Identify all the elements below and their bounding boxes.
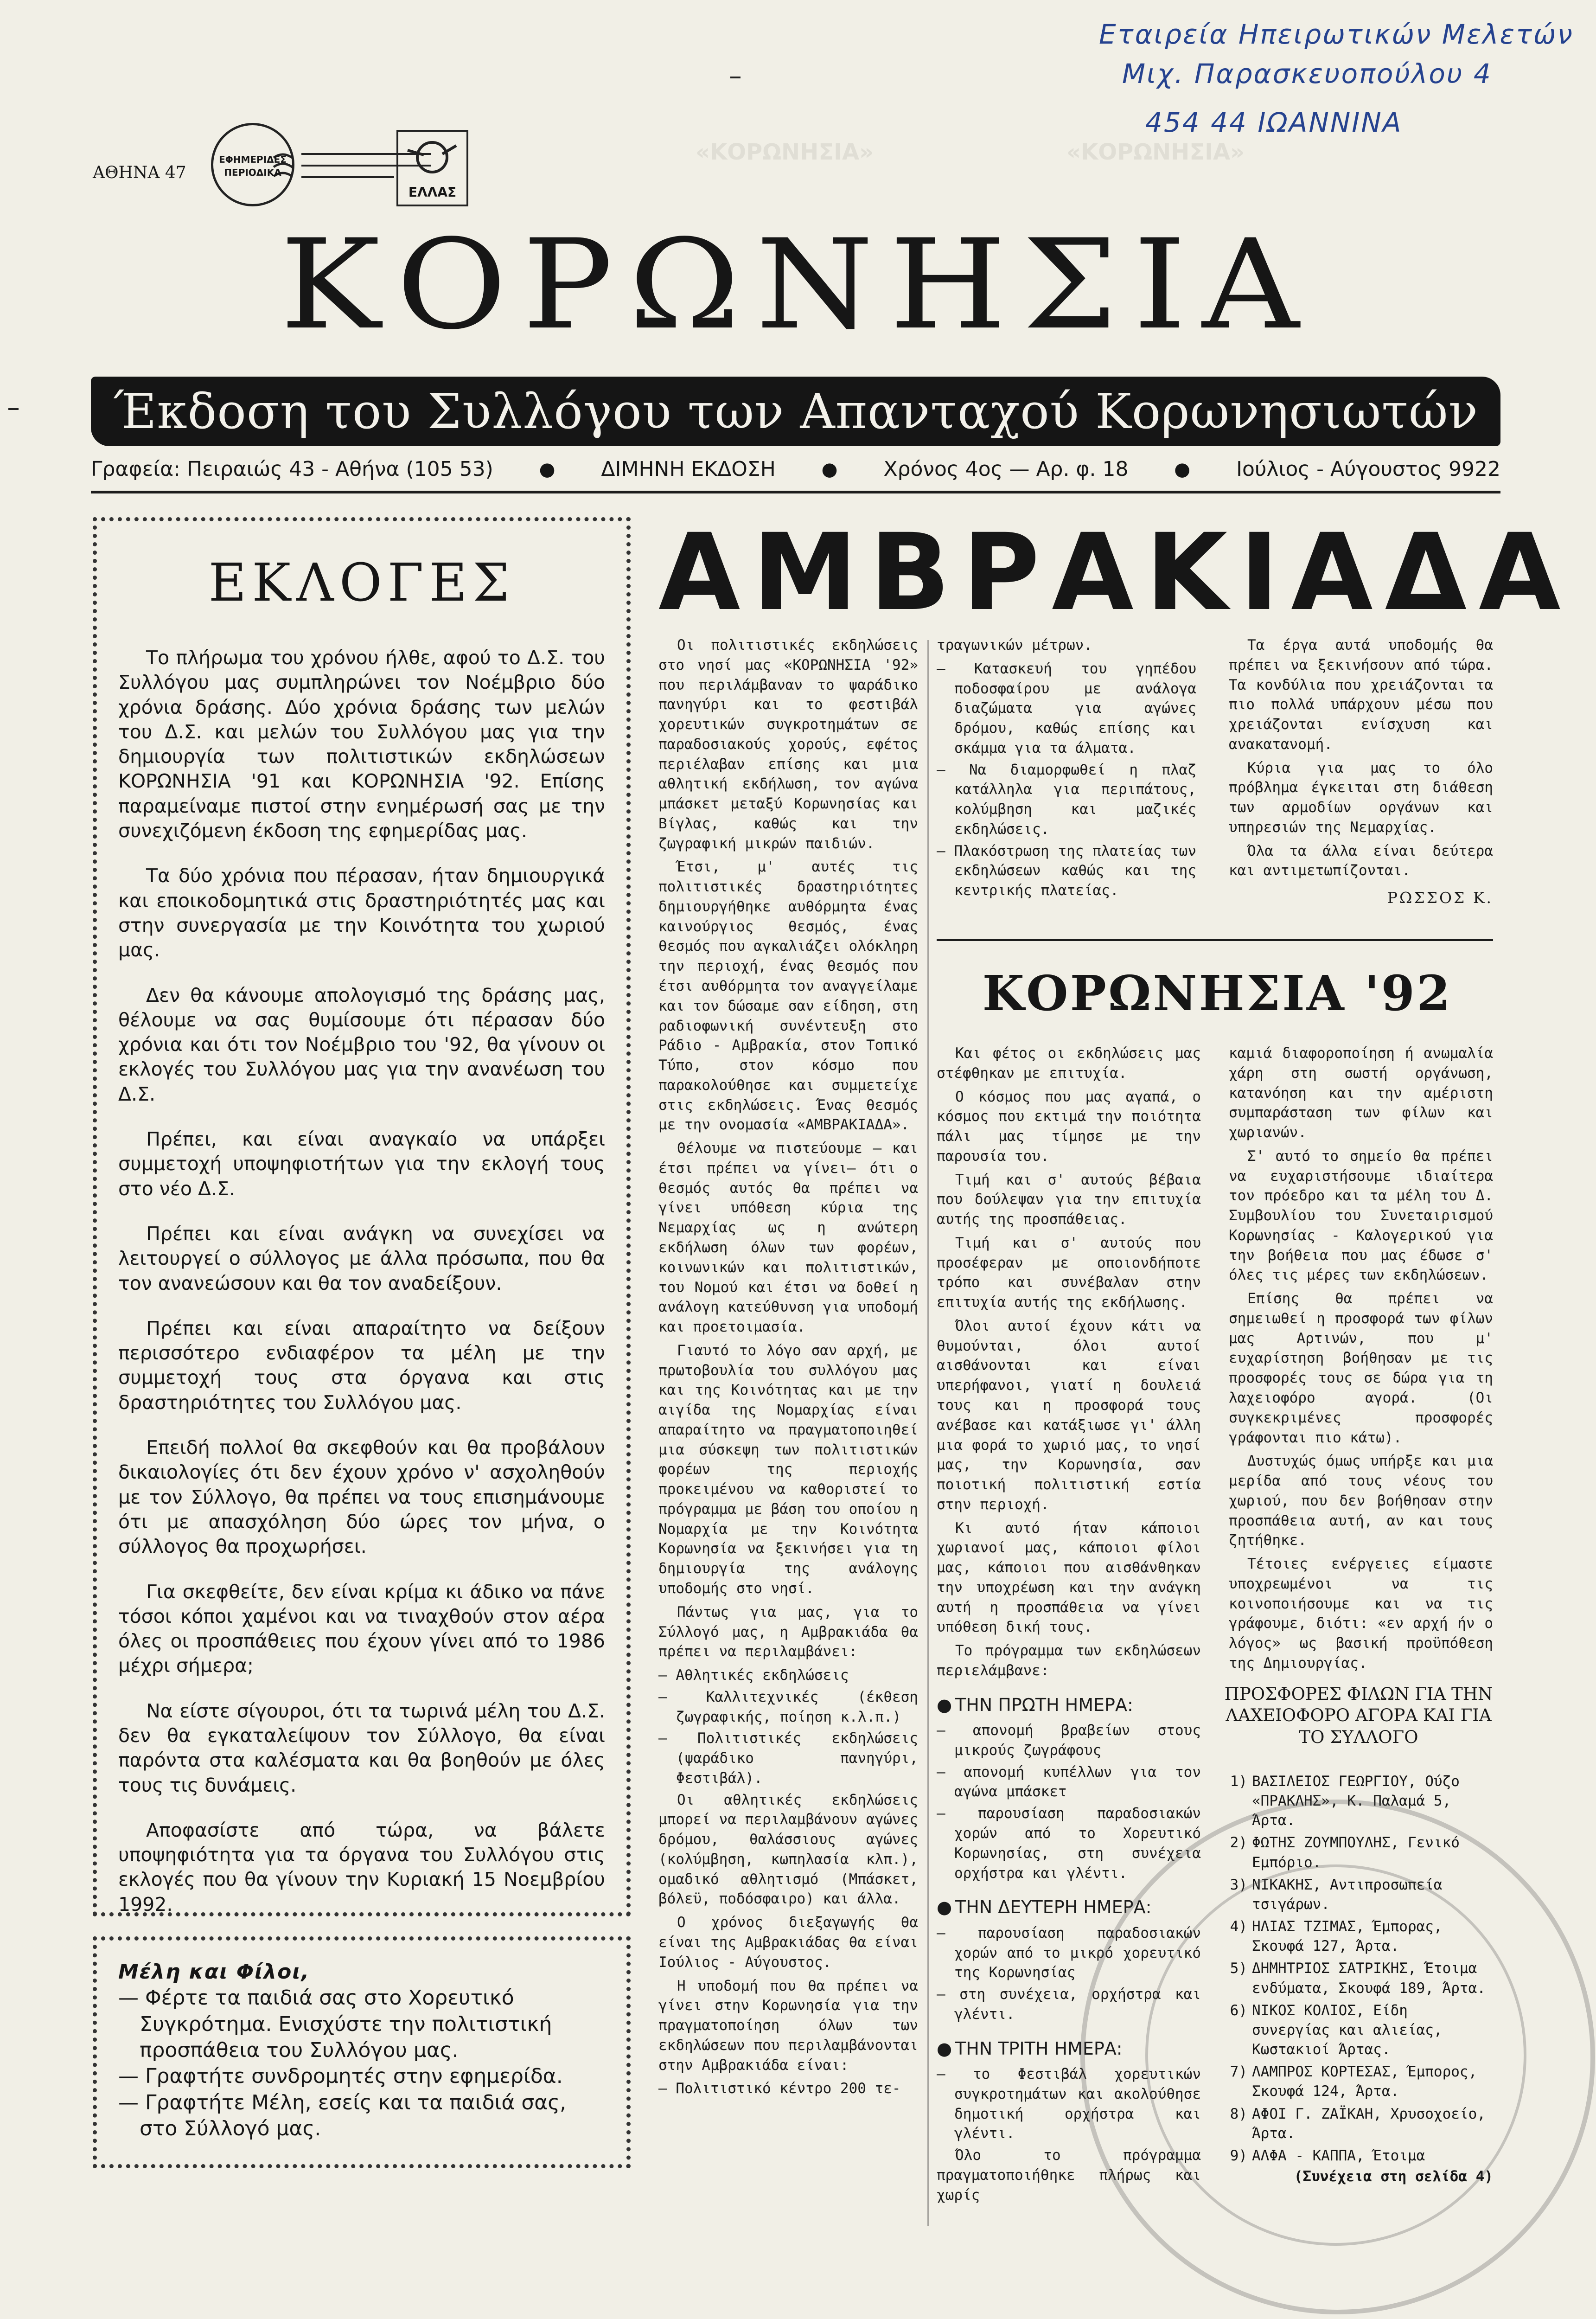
program-item: — απονομή βραβείων στους μικρούς ζωγράφους <box>937 1722 1201 1759</box>
offer-number: 6) <box>1230 2002 1247 2019</box>
offer-number: 1) <box>1230 1773 1247 1790</box>
koronisia92-paragraph: Τιμή και σ' αυτούς που προσέφεραν με οποιονδήποτε τρόπο και συνέβαλαν στην επιτυχία αυτής της εκδήλωσης. <box>937 1234 1201 1311</box>
members-item: — Φέρτε τα παιδιά σας στο Χορευτικό Συγκρότημα. Ενισχύστε την πολιτιστική προσπάθεια του Συλλόγου μας. <box>118 1986 552 2062</box>
ambrakiada-paragraph: Κύρια για μας το όλο πρόβλημα έγκειται στη διάθεση των αρμοδίων οργάνων και υπηρεσιών της Νεμαρχίας. <box>1229 759 1493 836</box>
ambrakiada-paragraph: Όλα τα άλλα είναι δεύτερα και αντιμετωπίζονται. <box>1229 842 1493 879</box>
publication-frequency: ΔΙΜΗΝΗ ΕΚΔΟΣΗ <box>601 457 776 481</box>
offer-text: ΑΦΟΙ Γ. ΖΑΪΚΑΗ, Χρυσοχοείο, Άρτα. <box>1252 2105 1486 2142</box>
koronisia92-paragraph: Επίσης θα πρέπει να σημειωθεί η προσφορά των φίλων μας Αρτινών, που μ' ευχαρίστηση βοήθησαν με τις προσφορές τους σε δώρα για τη λαχειοφόρο αγορά. (Οι συγκεκριμένες προσφορές γράφονται πιο κάτω). <box>1229 1290 1493 1446</box>
elections-paragraph: Δεν θα κάνουμε απολογισμό της δράσης μας, θέλουμε να σας θυμίσουμε ότι πέρασαν δύο χρόνια και ότι τον Νοέμβριο του '92, θα γίνουν οι εκλογές του Συλλόγου μας για την ανανέωση του Δ.Σ. <box>118 984 605 1105</box>
bleed-through-text: «ΚΟΡΩΝΗΣΙΑ» <box>696 139 874 165</box>
members-appeal-box <box>93 1936 631 2168</box>
koronisia92-paragraph: Όλοι αυτοί έχουν κάτι να θυμούνται, όλοι αυτοί αισθάνονται και είναι υπερήφανοι, γιατί η δουλειά τους και η προσφορά τους ανέβασε και κατάξιωσε γι' άλλη μια φορά το χωριό μας, το νησί μας, την Κορωνησία, σαν ποιοτική πολιτιστική εστία στην περιοχή. <box>937 1317 1201 1513</box>
offer-number: 5) <box>1230 1960 1247 1977</box>
koronisia92-paragraph: Τιμή και σ' αυτούς βέβαια που δούλεψαν για την επιτυχία αυτής της προσπάθειας. <box>937 1171 1201 1228</box>
issue-date: Ιούλιος - Αύγουστος 9922 <box>1236 457 1500 481</box>
franking-label: ΕΦΗΜΕΡΙΔΕΣ ΠΕΡΙΟΔΙΚΑ <box>219 154 287 178</box>
post-horn-icon <box>398 132 466 183</box>
continued-note: (Συνέχεια στη σελίδα 4) <box>1294 2168 1493 2185</box>
post-horn-emblem <box>396 130 468 206</box>
franking-stamp <box>211 123 294 206</box>
ambrakiada-paragraph: Θέλουμε να πιστεύουμε — και έτσι πρέπει να γίνει— ότι ο θεσμός αυτός θα πρέπει να γίνει υπόθεση κύρια της Νεμαρχίας ως η ανώτερη εκδήλωση όλων των φορέων, κοινωνικών και πολιτιστικών, του Νομού και έτσι να δοθεί η ανάλογη κατεύθυνση για υποδομή και προετοιμασία. <box>658 1140 918 1336</box>
ambrakiada-list-item: — Καλλιτεχνικές (έκθεση ζωγραφικής, ποίηση κ.λ.π.) <box>658 1688 918 1725</box>
offer-text: ΝΙΚΑΚΗΣ, Αντιπροσωπεία τσιγάρων. <box>1252 1876 1443 1913</box>
offer-text: ΝΙΚΟΣ ΚΟΛΙΟΣ, Είδη συνεργίας και αλιείας, Κωστακιοί Άρτας. <box>1252 2002 1443 2058</box>
franking-wave-line <box>301 176 394 178</box>
program-day-label: ΤΗΝ ΔΕΥΤΕΡΗ ΗΜΕΡΑ: <box>955 1897 1152 1918</box>
archive-seal-inner <box>1145 1864 1526 2246</box>
bleed-through-text: «ΚΟΡΩΝΗΣΙΑ» <box>1066 139 1245 165</box>
koronisia92-paragraph: Όλο το πρόγραμμα πραγματοποιήθηκε πλήρως και χωρίς <box>937 2147 1201 2204</box>
koronisia92-paragraph: Το πρόγραμμα των εκδηλώσεων περιελάμβανε: <box>937 1642 1201 1679</box>
koronisia92-column-right <box>1229 1044 1493 1677</box>
offer-number: 7) <box>1230 2063 1247 2081</box>
program-day-label: ΤΗΝ ΠΡΩΤΗ ΗΜΕΡΑ: <box>955 1694 1133 1715</box>
column-rule <box>927 640 929 2226</box>
ambrakiada-paragraph: Γιαυτό το λόγο σαν αρχή, με πρωτοβουλία του συλλόγου μας και της Κοινότητας και με την αιγίδα της Νομαρχίας είναι απαραίτητο να πραγματοποιηθεί μια σύσκεψη των πολιτιστικών φορέων της περιοχής προκειμένου να καθοριστεί το πρόγραμμα με βάση του οποίου η Νομαρχία με την Κοινότητα Κορωνησία να ξεκινήσει για τη δημιουργία της ανάλογης υποδομής στο νησί. <box>658 1342 918 1597</box>
elections-paragraph: Για σκεφθείτε, δεν είναι κρίμα κι άδικο να πάνε τόσοι κόποι χαμένοι και να τιναχθούν στον αέρα όλες οι προσπάθειες που έχουν γίνει από το 1986 μέχρι σήμερα; <box>118 1580 605 1677</box>
ambrakiada-column-2 <box>937 635 1196 903</box>
ambrakiada-paragraph: Οι αθλητικές εκδηλώσεις μπορεί να περιλαμβάνουν αγώνες δρόμου, θαλάσσιους αγώνες (κολύμβηση, κωπηλασία κλπ.), ομαδικό αθλητισμό (Μπάσκετ, βόλεϋ, ποδόσφαιρο) και άλλα. <box>658 1791 918 1908</box>
masthead-title: ΚΟΡΩΝΗΣΙΑ <box>280 213 1315 357</box>
ambrakiada-paragraph: Η υποδομή που θα πρέπει να γίνει στην Κορωνησία για την πραγματοποίηση όλων των εκδηλώσεων που περιλαμβάνονται στην Αμβρακιάδα είναι: <box>658 1977 918 2074</box>
masthead-subtitle: Έκδοση του Συλλόγου των Απανταχού Κορωνησιωτών <box>91 377 1500 446</box>
koronisia92-paragraph: Τέτοιες ενέργειες είμαστε υποχρεωμένοι να τις κοινοποιήσουμε και να τις γράφουμε, διότι: «εν αρχή ήν ο λόγος» ως βασική προϋπόθεση της Δημιουργίας. <box>1229 1556 1493 1672</box>
ambrakiada-list-item: — Αθλητικές εκδηλώσεις <box>658 1667 849 1684</box>
offer-number: 3) <box>1230 1876 1247 1893</box>
program-item: — στη συνέχεια, ορχήστρα και γλέντι. <box>937 1986 1201 2023</box>
elections-paragraph: Τα δύο χρόνια που πέρασαν, ήταν δημιουργικά και εποικοδομητικά στις δραστηριότητές μας και στην συνεργασία με την Κοινότητα του χωριού μας. <box>118 865 605 961</box>
author-signature: ΡΩΣΣΟΣ Κ. <box>1387 889 1493 907</box>
offers-title: ΠΡΟΣΦΟΡΕΣ ΦΙΛΩΝ ΓΙΑ ΤΗΝ ΛΑΧΕΙΟΦΟΡΟ ΑΓΟΡΑ ΚΑΙ ΓΙΑ ΤΟ ΣΥΛΛΟΓΟ <box>1224 1684 1493 1747</box>
koronisia92-paragraph: Κι αυτό ήταν κάποιοι χωριανοί μας, κάποιοι φίλοι μας, κάποιοι που αισθάνθηκαν την υποχρέωση και την ανάγκη αυτή η προσπάθεια να γίνει υπόθεση δική τους. <box>937 1519 1201 1636</box>
ambrakiada-paragraph: Τα έργα αυτά υποδομής θα πρέπει να ξεκινήσουν από τώρα. Τα κονδύλια που χρειάζονται τα πιο πολλά υπάρχουν μέσω που χρειάζονται ενίσχυση και ανακατανομή. <box>1229 637 1493 753</box>
offer-text: ΒΑΣΙΛΕΙΟΣ ΓΕΩΡΓΙΟΥ, Ούζο «ΠΡΑΚΛΗΣ», Κ. Παλαμά 5, Άρτα. <box>1252 1773 1460 1829</box>
address-stamp-line1: Εταιρεία Ηπειρωτικών Μελετών <box>1099 19 1574 50</box>
offer-text: ΗΛΙΑΣ ΤΖΙΜΑΣ, Έμπορας, Σκουφά 127, Άρτα. <box>1252 1918 1443 1955</box>
elections-paragraph: Πρέπει και είναι ανάγκη να συνεχίσει να λειτουργεί ο σύλλογος με άλλα πρόσωπα, που θα τον ανανεώσουν και θα τον αναδείξουν. <box>118 1222 605 1294</box>
bullet-icon: ● <box>539 459 555 480</box>
bullet-icon: ● <box>821 459 838 480</box>
elections-paragraph: Πρέπει, και είναι αναγκαίο να υπάρξει συμμετοχή υποψηφιοτήτων για την εκλογή τους στο νέο Δ.Σ. <box>118 1128 605 1200</box>
ambrakiada-paragraph: Ο χρόνος διεξαγωγής θα είναι της Αμβρακιάδας θα είναι Ιούλιος - Αύγουστος. <box>658 1914 918 1971</box>
ambrakiada-column-3 <box>1229 635 1493 909</box>
koronisia92-paragraph: Ο κόσμος που μας αγαπά, ο κόσμος που εκτιμά την ποιότητα πάλι μας τίμησε με την παρουσία του. <box>937 1088 1201 1165</box>
ambrakiada-list-item: — Να διαμορφωθεί η πλαζ κατάλληλα για περιπάτους, κολύμβηση και μαζικές εκδηλώσεις. <box>937 761 1196 838</box>
program-day-label: ΤΗΝ ΤΡΙΤΗ ΗΜΕΡΑ: <box>955 2038 1123 2059</box>
program-day <box>937 1693 1201 1717</box>
elections-paragraph: Πρέπει και είναι απαραίτητο να δείξουν περισσότερο ενδιαφέρον τα μέλη με την συμμετοχή τους στα όργανα και στις δραστηριότητες του Συλλόγου μας. <box>118 1317 605 1414</box>
address-stamp-line3: 454 44 ΙΩΑΝΝΙΝΑ <box>1145 107 1403 138</box>
members-item: — Γραφτήτε συνδρομητές στην εφημερίδα. <box>118 2064 563 2088</box>
elections-paragraph: Επειδή πολλοί θα σκεφθούν και θα προβάλουν δικαιολογίες ότι δεν έχουν χρόνο ν' ασχοληθούν με τον Σύλλογο, θα πρέπει να τους επισημάνουμε ότι με απασχόληση δύο ώρες τον μήνα, ο σύλλογος θα προχωρήσει. <box>118 1436 605 1558</box>
bullet-icon: ● <box>937 1694 952 1715</box>
ambrakiada-title: ΑΜΒΡΑΚΙΑΔΑ <box>658 511 1573 634</box>
ambrakiada-column-1 <box>658 635 918 2101</box>
masthead-info-bar <box>91 451 1500 488</box>
offer-text: ΑΛΦΑ - ΚΑΠΠΑ, Έτοιμα <box>1252 2147 1425 2164</box>
bullet-icon: ● <box>1174 459 1191 480</box>
members-item: — Γραφτήτε Μέλη, εσείς και τα παιδιά σας, στο Σύλλογό μας. <box>118 2090 567 2140</box>
members-heading: Μέλη και Φίλοι, <box>118 1960 310 1984</box>
masthead-rule <box>91 491 1500 493</box>
ambrakiada-list-item: — Κατασκευή του γηπέδου ποδοσφαίρου με ανάλογα διαζώματα για αγώνες δρόμου, καθώς επίσης και σκάμμα για τα άλματα. <box>937 660 1196 756</box>
koronisia92-paragraph: Και φέτος οι εκδηλώσεις μας στέφθηκαν με επιτυχία. <box>937 1045 1201 1082</box>
ambrakiada-paragraph: Οι πολιτιστικές εκδηλώσεις στο νησί μας «ΚΟΡΩΝΗΣΙΑ '92» που περιλάμβαναν το ψαράδικο πανηγύρι και το φεστιβάλ χορευτικών συγκροτημάτων σε παραδοσιακούς χορούς, εφέτος περιέλαβαν επίσης και μια αθλητική εκδήλωση, τον αγώνα μπάσκετ μεταξύ Κορωνησίας και Βίγλας, καθώς και την ζωγραφική μικρών παιδιών. <box>658 637 918 852</box>
offer-text: ΦΩΤΗΣ ΖΟΥΜΠΟΥΛΗΣ, Γενικό Εμπόριο. <box>1252 1834 1460 1871</box>
elections-heading: ΕΚΛΟΓΕΣ <box>208 553 515 613</box>
ambrakiada-list-item: — Πολιτιστικό κέντρο 200 τε- <box>658 2080 901 2097</box>
koronisia92-paragraph: καμιά διαφοροποίηση ή ανωμαλία χάρη στη σωστή οργάνωση, κατανόηση και την αμέριστη συμπαράσταση των φίλων και χωριανών. <box>1229 1045 1493 1141</box>
postal-country: ΕΛΛΑΣ <box>408 185 457 200</box>
offer-text: ΔΗΜΗΤΡΙΟΣ ΣΑΤΡΙΚΗΣ, Έτοιμα ενδύματα, Σκουφά 189, Άρτα. <box>1252 1960 1486 1997</box>
issue-number: Χρόνος 4ος — Αρ. φ. 18 <box>883 457 1129 481</box>
elections-paragraph: Να είστε σίγουροι, ότι τα τωρινά μέλη του Δ.Σ. δεν θα εγκαταλείψουν τον Σύλλογο, θα είναι παρόντα στα καλέσματα και θα βοηθούν με όλες τους τις δυνάμεις. <box>118 1699 605 1796</box>
elections-article <box>93 517 631 1916</box>
koronisia92-paragraph: Σ' αυτό το σημείο θα πρέπει να ευχαριστήσουμε ιδιαίτερα τον πρόεδρο και τα μέλη του Δ. Συμβουλίου του Συνεταιρισμού Κορωνησίας - Καλογερικού για την βοήθεια που μας έδωσε σ' όλες τις μέρες των εκδηλώσεων. <box>1229 1147 1493 1284</box>
ambrakiada-paragraph: Έτσι, μ' αυτές τις πολιτιστικές δραστηριότητες δημιουργήθηκε αυθόρμητα ένας καινούργιος θεσμός, ένας θεσμός που αγκαλιάζει ολόκληρη την περιοχή, ένας θεσμός που έτσι αυθόρμητα τον αναγγείλαμε και τον δώσαμε σαν είδηση, στη ραδιοφωνική συνέντευξη στο Ράδιο - Αμβρακία, στον Τοπικό Τύπο, στον κόσμο που παρακολούθησε και συμμετείχε στις εκδηλώσεις. Ένας θεσμός με την ονομασία «ΑΜΒΡΑΚΙΑΔΑ». <box>658 858 918 1134</box>
koronisia92-paragraph: Δυστυχώς όμως υπήρξε και μια μερίδα από τους νέους του χωριού, που δεν βοήθησαν στην προσπάθεια αυτή, αν και τους ζητήθηκε. <box>1229 1453 1493 1549</box>
bullet-icon: ● <box>937 1897 952 1918</box>
postal-city-code: ΑΘΗΝΑ 47 <box>93 163 186 182</box>
ambrakiada-list-item: — Πολιτιστικές εκδηλώσεις (ψαράδικο πανηγύρι, Φεστιβάλ). <box>658 1730 918 1787</box>
elections-paragraph: Το πλήρωμα του χρόνου ήλθε, αφού το Δ.Σ. του Συλλόγου μας συμπληρώνει τον Νοέμβριο δύο χρόνια δράσης. Δύο χρόνια δράσης των μελών του Δ.Σ. και μελών του Συλλόγου μας για την δημιουργία των πολιτιστικών εκδηλώσεων ΚΟΡΩΝΗΣΙΑ '91 και ΚΟΡΩΝΗΣΙΑ '92. Επίσης παραμείναμε πιστοί στην ενημέρωσή σας με την συνεχιζόμενη έκδοση της εφημερίδας μας. <box>118 647 605 842</box>
ambrakiada-list-item: — Πλακόστρωση της πλατείας των εκδηλώσεων καθώς και της κεντρικής πλατείας. <box>937 842 1196 899</box>
margin-mark <box>730 77 741 78</box>
address-stamp-line2: Μιχ. Παρασκευοπούλου 4 <box>1122 58 1492 90</box>
program-item: — απονομή κυπέλλων για τον αγώνα μπάσκετ <box>937 1763 1201 1800</box>
offer-text: ΛΑΜΠΡΟΣ ΚΟΡΤΕΣΑΣ, Έμπορος, Σκουφά 124, Άρτα. <box>1252 2063 1477 2100</box>
offer-number: 2) <box>1230 1834 1247 1851</box>
program-item: — το Φεστιβάλ χορευτικών συγκροτημάτων και ακολούθησε δημοτική ορχήστρα και γλέντι. <box>937 2066 1201 2142</box>
office-address: Γραφεία: Πειραιώς 43 - Αθήνα (105 53) <box>91 457 493 481</box>
koronisia92-title: ΚΟΡΩΝΗΣΙΑ '92 <box>982 965 1452 1022</box>
offer-number: 8) <box>1230 2105 1247 2122</box>
elections-paragraph: Αποφασίστε από τώρα, να βάλετε υποψηφιότητα για τα όργανα του Συλλόγου στις εκλογές που θα γίνουν την Κυριακή 15 Νοεμβρίου 1992. <box>118 1819 605 1915</box>
ambrakiada-paragraph: τραγωνικών μέτρων. <box>937 637 1092 653</box>
program-item: — παρουσίαση παραδοσιακών χορών από το μικρό χορευτικό της Κορωνησίας <box>937 1924 1201 1981</box>
program-item: — παρουσίαση παραδοσιακών χορών από το Χορευτικό Κορωνησίας, στη συνέχεια ορχήστρα και γλέντι. <box>937 1805 1201 1882</box>
ambrakiada-paragraph: Πάντως για μας, για το Σύλλογό μας, η Αμβρακιάδα θα πρέπει να περιλαμβάνει: <box>658 1603 918 1660</box>
margin-mark <box>8 408 19 410</box>
offer-number: 9) <box>1230 2147 1247 2164</box>
bullet-icon: ● <box>937 2038 952 2059</box>
offer-number: 4) <box>1230 1918 1247 1935</box>
section-rule <box>937 939 1493 941</box>
